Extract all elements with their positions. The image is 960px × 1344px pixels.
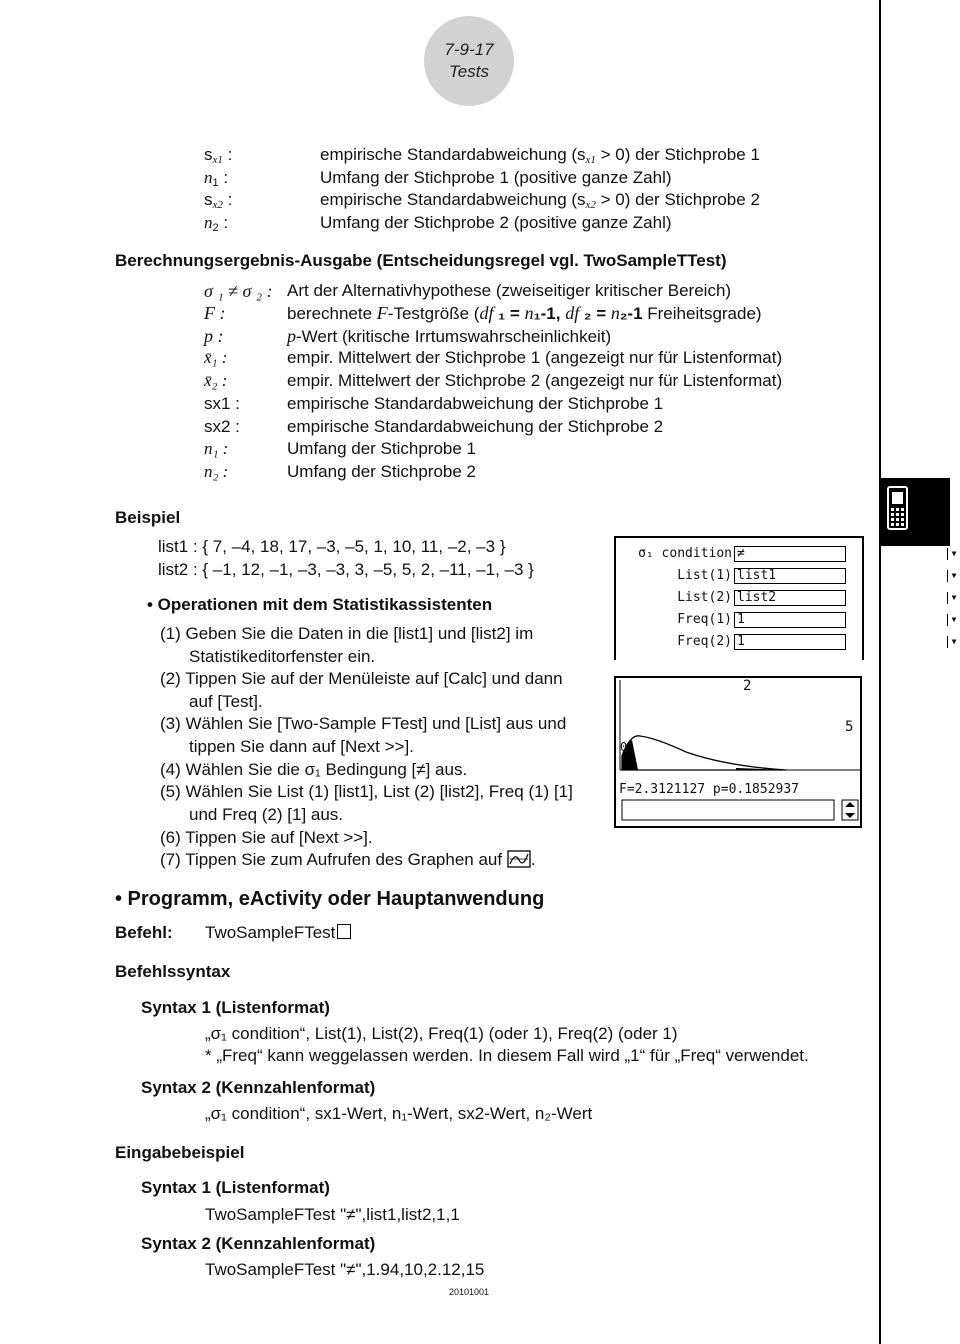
befehl-value: TwoSampleFTest: [205, 923, 351, 943]
output-sym: sx2 :: [204, 417, 240, 436]
step-line: und Freq (2) [1] aus.: [189, 805, 344, 824]
chevron-down-icon[interactable]: ▼: [947, 570, 960, 582]
syntax2-line: „σ₁ condition“, sx1-Wert, n₁-Wert, sx2-Wert, n₂-Wert: [205, 1104, 593, 1123]
condition-select[interactable]: ≠ ▼: [734, 546, 846, 562]
f-distribution-graph: [614, 676, 862, 828]
section2-heading: • Programm, eActivity oder Hauptanwendung: [115, 888, 545, 910]
ex2-line: TwoSampleFTest "≠",1.94,10,2.12,15: [205, 1260, 485, 1279]
output-sym: sx1 :: [204, 394, 240, 413]
list1-select[interactable]: list1 ▼: [734, 568, 846, 584]
input-def-desc: empirische Standardabweichung $(s_{x2} > 0)$ der Stichprobe 2: [320, 190, 760, 211]
input-def-desc: Umfang der Stichprobe 2 (positive ganze Zahl): [320, 213, 672, 232]
output-desc: Art der Alternativhypothese (zweiseitiger kritischer Bereich): [287, 281, 732, 300]
output-sym: F :: [204, 303, 226, 323]
graph-result: F=2.3121127 p=0.1852937: [619, 782, 800, 797]
output-desc: berechnete F-Testgröße (df ₁ = n₁-1, df ₂ = n₂-1 Freiheitsgrade): [287, 303, 762, 323]
step-line: (4) Wählen Sie die σ₁ Bedingung [≠] aus.: [160, 760, 468, 779]
chevron-down-icon[interactable]: ▼: [947, 548, 960, 560]
graph-right-label: 5: [845, 719, 854, 735]
chevron-down-icon[interactable]: ▼: [947, 614, 960, 626]
example-input-heading: Eingabebeispiel: [115, 1143, 245, 1162]
syntax2-heading: Syntax 2 (Kennzahlenformat): [141, 1078, 376, 1097]
list1-data: list1 : { 7, –4, 18, 17, –3, –5, 1, 10, 11, –2, –3 }: [158, 537, 506, 556]
step-line: tippen Sie dann auf [Next >>].: [189, 737, 414, 756]
output-desc: empirische Standardabweichung der Stichprobe 2: [287, 417, 664, 436]
calculator-icon: [881, 478, 950, 546]
list1-row: [616, 568, 957, 588]
example-heading: Beispiel: [115, 508, 181, 527]
step-line: (7) Tippen Sie zum Aufrufen des Graphen auf .: [160, 850, 536, 869]
freq1-row: [616, 612, 957, 632]
output-sym: p :: [204, 326, 224, 346]
input-def-desc: empirische Standardabweichung $(s_{x1} > 0)$ der Stichprobe 1: [320, 145, 760, 166]
output-sym: x̄₂ :: [204, 371, 228, 390]
step-line: (2) Tippen Sie auf der Menüleiste auf [Calc] und dann: [160, 669, 563, 688]
output-desc: Umfang der Stichprobe 2: [287, 462, 476, 481]
space-box-icon: [337, 924, 351, 939]
graph-button-icon[interactable]: [507, 850, 531, 868]
freq1-label: Freq(1): [677, 612, 732, 627]
condition-label: σ₁ condition: [638, 546, 732, 561]
freq2-label: Freq(2): [677, 634, 732, 649]
output-desc: p-Wert (kritische Irrtumswahrscheinlichkeit): [287, 326, 612, 346]
output-sym: x̄₁ :: [204, 348, 228, 367]
ex1-line: TwoSampleFTest "≠",list1,list2,1,1: [205, 1205, 460, 1224]
ex1-heading: Syntax 1 (Listenformat): [141, 1178, 330, 1197]
page-header-badge: [424, 16, 514, 106]
page-number: 7-9-17: [444, 40, 494, 59]
output-desc: empirische Standardabweichung der Stichprobe 1: [287, 394, 664, 413]
page-right-rule: [879, 0, 881, 1344]
output-desc: Umfang der Stichprobe 1: [287, 439, 476, 458]
ops-heading: • Operationen mit dem Statistikassistenten: [147, 595, 493, 614]
input-def-desc: Umfang der Stichprobe 1 (positive ganze Zahl): [320, 168, 672, 187]
freq1-select[interactable]: 1 ▼: [734, 612, 846, 628]
chevron-down-icon[interactable]: ▼: [947, 592, 960, 604]
step-line: (5) Wählen Sie List (1) [list1], List (2) [list2], Freq (1) [1]: [160, 782, 573, 801]
syntax1-line: „σ₁ condition“, List(1), List(2), Freq(1) (oder 1), Freq(2) (oder 1): [205, 1024, 678, 1043]
condition-row: [616, 546, 957, 566]
output-sym: n₂ :: [204, 462, 229, 481]
output-desc: empir. Mittelwert der Stichprobe 1 (angezeigt nur für Listenformat): [287, 348, 783, 367]
step-line: (1) Geben Sie die Daten in die [list1] und [list2] im: [160, 624, 534, 643]
section-title: Tests: [448, 62, 489, 81]
list2-select[interactable]: list2 ▼: [734, 590, 846, 606]
output-sym: σ ₁ ≠ σ ₂ :: [204, 281, 273, 301]
input-def-row: $n_1$ :: [204, 168, 229, 189]
step-line: Statistikeditorfenster ein.: [189, 647, 376, 666]
input-def-row: $n_2$ :: [204, 213, 229, 234]
footer-code: 20101001: [449, 1287, 490, 1297]
list2-row: [616, 590, 957, 610]
freq2-select[interactable]: 1 ▼: [734, 634, 846, 650]
input-def-row: $s_{x2}$ :: [204, 190, 233, 211]
step-line: (3) Wählen Sie [Two-Sample FTest] und [List] aus und: [160, 714, 567, 733]
step-line: auf [Test].: [189, 692, 263, 711]
syntax-heading: Befehlssyntax: [115, 962, 231, 981]
graph-left-label: 0: [620, 740, 628, 754]
list1-label: List(1): [677, 568, 732, 583]
ex2-heading: Syntax 2 (Kennzahlenformat): [141, 1234, 376, 1253]
graph-top-label: 2: [743, 678, 752, 694]
syntax1-heading: Syntax 1 (Listenformat): [141, 998, 330, 1017]
input-def-row: $s_{x1}$ :: [204, 145, 233, 166]
syntax1-note: * „Freq“ kann weggelassen werden. In diesem Fall wird „1“ für „Freq“ verwendet.: [205, 1046, 809, 1065]
list2-label: List(2): [677, 590, 732, 605]
chevron-down-icon[interactable]: ▼: [947, 636, 960, 648]
befehl-label: Befehl:: [115, 923, 173, 942]
wizard-dialog: [614, 536, 957, 660]
output-heading: Berechnungsergebnis-Ausgabe (Entscheidungsregel vgl. TwoSampleTTest): [115, 251, 727, 270]
output-desc: empir. Mittelwert der Stichprobe 2 (angezeigt nur für Listenformat): [287, 371, 783, 390]
step-line: (6) Tippen Sie auf [Next >>].: [160, 828, 373, 847]
graph-canvas: [616, 678, 860, 826]
list2-data: list2 : { –1, 12, –1, –3, –3, 3, –5, 5, 2, –11, –1, –3 }: [158, 560, 534, 579]
output-sym: n₁ :: [204, 439, 229, 458]
chapter-tab: [881, 478, 950, 546]
freq2-row: [616, 634, 957, 654]
